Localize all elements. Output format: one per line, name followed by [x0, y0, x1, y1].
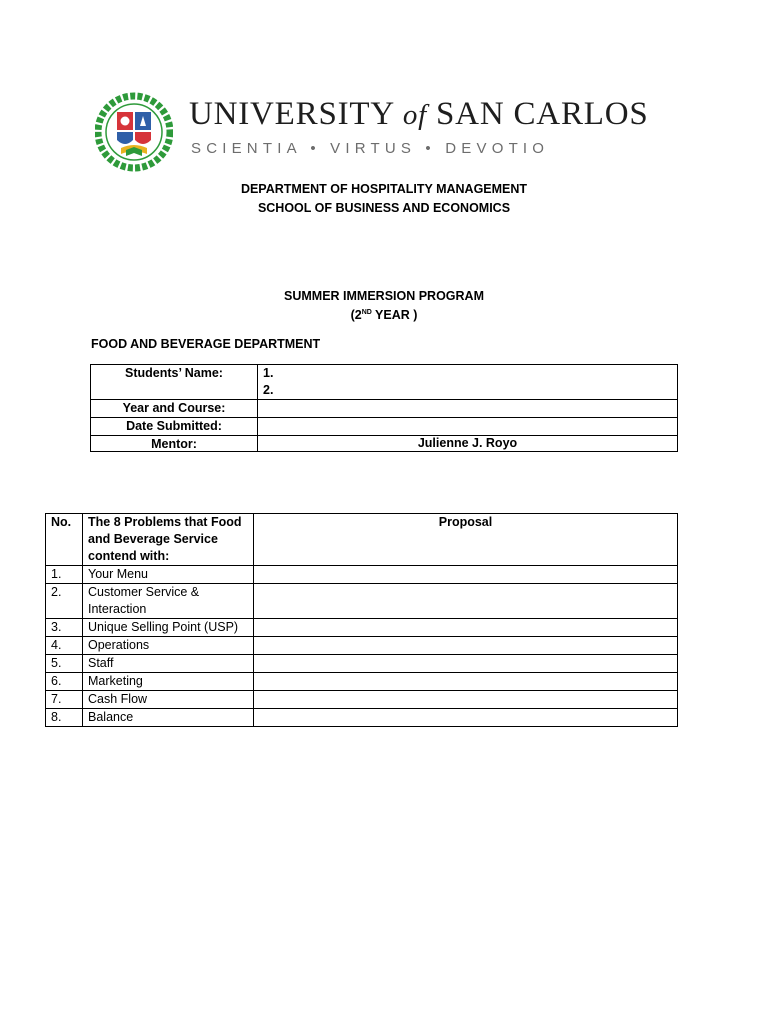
table-row: [46, 637, 678, 655]
problems-table-header: [46, 514, 678, 566]
row-number: 1.: [46, 566, 83, 584]
row-proposal-cell[interactable]: [254, 709, 678, 727]
table-row: [46, 691, 678, 709]
row-item: Staff: [83, 655, 254, 673]
row-item: Marketing: [83, 673, 254, 691]
row-item: Your Menu: [83, 566, 254, 584]
col-no-header: No.: [46, 514, 83, 566]
row-number: 6.: [46, 673, 83, 691]
date-submitted-row: [91, 418, 678, 436]
row-proposal-cell[interactable]: [254, 691, 678, 709]
col-problems-header: The 8 Problems that Food and Beverage Service contend with:: [83, 514, 254, 566]
students-name-label: Students’ Name:: [91, 365, 258, 400]
student-info-table: [90, 364, 678, 452]
date-submitted-label: Date Submitted:: [91, 418, 258, 436]
students-name-cell[interactable]: [258, 365, 678, 400]
col-proposal-header: Proposal: [254, 514, 678, 566]
students-row: [91, 365, 678, 400]
university-seal-logo: [95, 92, 173, 172]
problems-table: [45, 513, 678, 727]
school-name: SCHOOL OF BUSINESS AND ECONOMICS: [257, 201, 511, 215]
letterhead: [95, 92, 675, 174]
row-proposal-cell[interactable]: [254, 673, 678, 691]
section-heading: FOOD AND BEVERAGE DEPARTMENT: [91, 337, 321, 351]
table-row: [46, 566, 678, 584]
row-number: 7.: [46, 691, 83, 709]
row-number: 5.: [46, 655, 83, 673]
table-row: [46, 619, 678, 637]
row-number: 4.: [46, 637, 83, 655]
year-course-label: Year and Course:: [91, 400, 258, 418]
table-row: [46, 584, 678, 619]
student-1: 1.: [263, 366, 274, 380]
row-proposal-cell[interactable]: [254, 566, 678, 584]
row-proposal-cell[interactable]: [254, 619, 678, 637]
row-number: 2.: [46, 584, 83, 619]
table-row: [46, 655, 678, 673]
table-row: [46, 709, 678, 727]
row-proposal-cell[interactable]: [254, 637, 678, 655]
table-row: [46, 673, 678, 691]
row-item: Balance: [83, 709, 254, 727]
row-item: Cash Flow: [83, 691, 254, 709]
row-number: 8.: [46, 709, 83, 727]
date-submitted-cell[interactable]: [258, 418, 678, 436]
year-course-row: [91, 400, 678, 418]
program-year: (2ND YEAR ): [350, 308, 418, 322]
mentor-label: Mentor:: [91, 436, 258, 452]
row-proposal-cell[interactable]: [254, 584, 678, 619]
department-name: DEPARTMENT OF HOSPITALITY MANAGEMENT: [240, 182, 528, 196]
row-number: 3.: [46, 619, 83, 637]
mentor-row: [91, 436, 678, 452]
university-motto: SCIENTIA • VIRTUS • DEVOTIO: [191, 140, 550, 157]
year-course-cell[interactable]: [258, 400, 678, 418]
row-proposal-cell[interactable]: [254, 655, 678, 673]
row-item: Unique Selling Point (USP): [83, 619, 254, 637]
row-item: Operations: [83, 637, 254, 655]
university-name: UNIVERSITY of SAN CARLOS: [189, 96, 649, 132]
mentor-value: Julienne J. Royo: [258, 436, 678, 452]
program-title: SUMMER IMMERSION PROGRAM: [284, 289, 484, 303]
student-2: 2.: [263, 383, 274, 397]
row-item: Customer Service & Interaction: [83, 584, 254, 619]
